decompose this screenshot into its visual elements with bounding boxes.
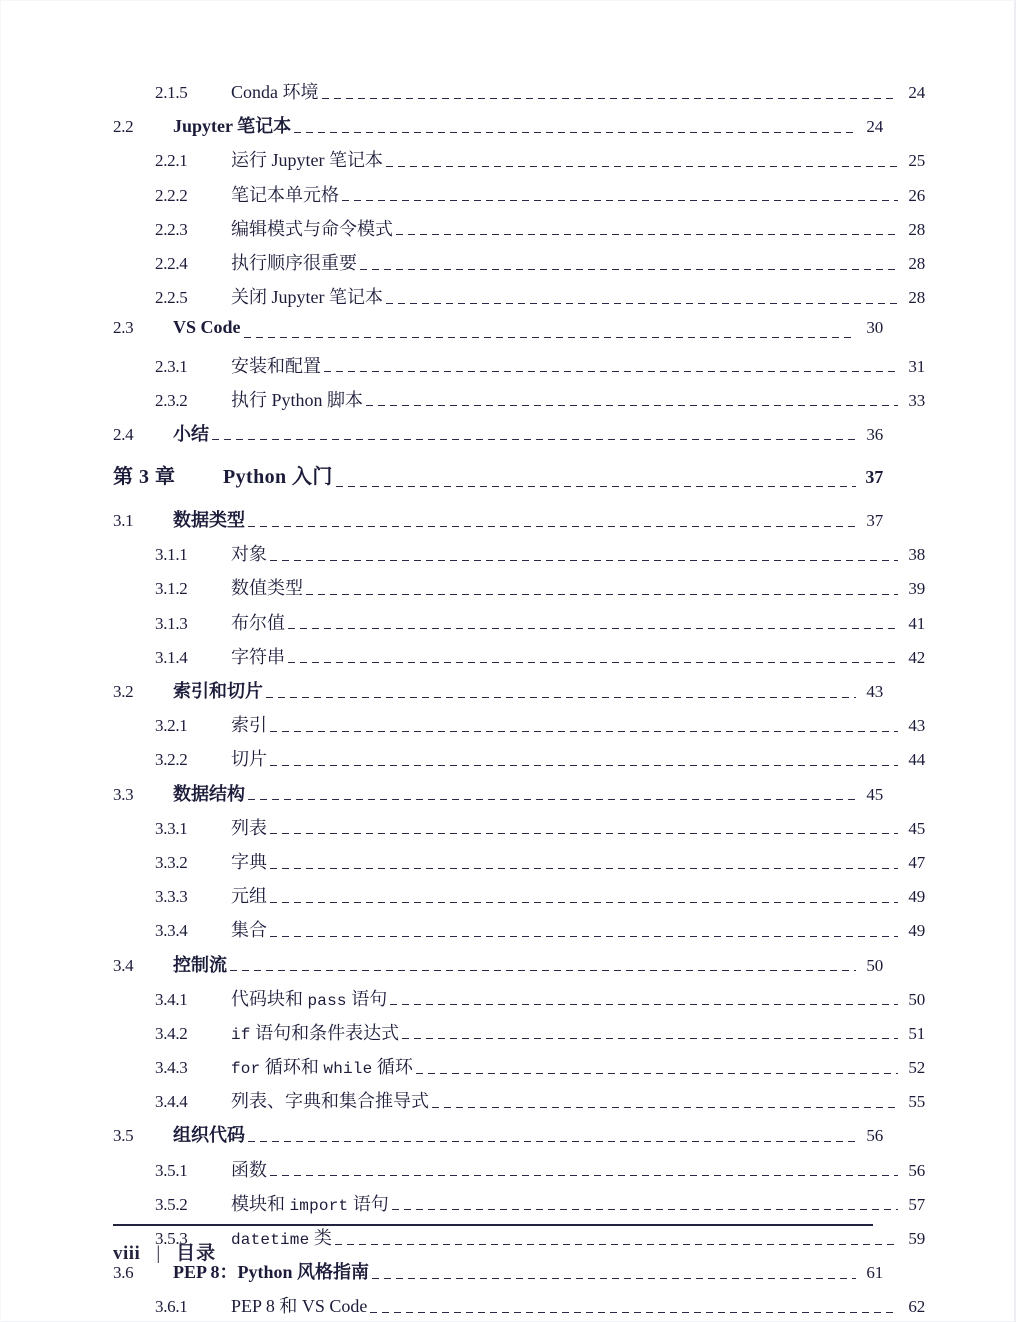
toc-entry-page-number: 24 xyxy=(866,117,883,137)
toc-entry-title: 对象 xyxy=(231,544,267,565)
toc-entry-title: if 语句和条件表达式 xyxy=(231,1022,400,1044)
toc-entry-page-number: 50 xyxy=(866,955,883,975)
toc-entry-page-number: 30 xyxy=(866,318,883,338)
toc-entry-page-number: 25 xyxy=(908,151,925,171)
toc-entry-page-number: 38 xyxy=(908,545,925,565)
toc-entry-title: Jupyter 笔记本 xyxy=(173,116,292,137)
toc-entry-page-number: 37 xyxy=(866,511,883,531)
toc-entry[interactable] xyxy=(113,1087,925,1121)
toc-entry-page-number: 44 xyxy=(908,750,925,770)
toc-leader-dots xyxy=(324,371,898,372)
toc-entry-number: 3.4.3 xyxy=(155,1058,188,1078)
toc-entry[interactable] xyxy=(113,540,925,574)
toc-leader-dots xyxy=(432,1107,898,1108)
toc-leader-dots xyxy=(306,594,898,595)
footer-section-label: 目录 xyxy=(176,1243,217,1264)
toc-entry-title: 安装和配置 xyxy=(231,355,321,376)
toc-leader-dots xyxy=(270,936,898,937)
toc-entry[interactable] xyxy=(113,1190,925,1224)
toc-entry-number: 2.3 xyxy=(113,318,134,338)
toc-entry[interactable] xyxy=(113,1053,925,1087)
toc-entry-page-number: 49 xyxy=(908,921,925,941)
code-token: while xyxy=(323,1060,373,1079)
toc-entry-number: 3.2 xyxy=(113,682,134,701)
code-token: pass xyxy=(307,991,347,1010)
toc-entry-title: 执行 Python 脚本 xyxy=(231,389,364,410)
toc-entry[interactable] xyxy=(113,317,883,351)
toc-entry-title: 执行顺序很重要 xyxy=(231,252,357,273)
toc-leader-dots xyxy=(360,269,898,270)
toc-leader-dots xyxy=(270,560,898,561)
toc-entry-number: 2.1.5 xyxy=(155,83,188,102)
toc-entry-number: 3.5.1 xyxy=(155,1160,188,1180)
toc-entry-number: 3.1.1 xyxy=(155,545,188,565)
toc-entry-number: 3.3.4 xyxy=(155,921,188,941)
toc-entry-number: 3.4.1 xyxy=(155,989,188,1009)
toc-entry-page-number: 56 xyxy=(866,1126,883,1146)
footer-folio: viii xyxy=(113,1243,141,1264)
toc-entry-number: 2.2.2 xyxy=(155,185,188,205)
toc-leader-dots xyxy=(270,1175,898,1176)
toc-entry-title: 布尔值 xyxy=(231,612,285,633)
toc-entry[interactable] xyxy=(113,1292,925,1322)
toc-entry[interactable] xyxy=(113,814,925,848)
toc-entry[interactable] xyxy=(113,1224,925,1258)
toc-entry[interactable] xyxy=(113,112,883,146)
toc-entry-page-number: 47 xyxy=(908,852,925,872)
toc-leader-dots xyxy=(390,1004,898,1005)
toc-entry-title: 切片 xyxy=(231,749,267,770)
toc-entry-page-number: 51 xyxy=(908,1023,925,1043)
toc-entry[interactable] xyxy=(113,283,925,317)
toc-entry-title: 编辑模式与命令模式 xyxy=(231,218,393,239)
toc-entry[interactable] xyxy=(113,711,925,745)
footer-separator: | xyxy=(156,1243,161,1264)
toc-leader-dots xyxy=(288,628,898,629)
toc-leader-dots xyxy=(212,439,856,440)
toc-entry-number: 2.2 xyxy=(113,117,134,137)
toc-entry-title: 集合 xyxy=(231,920,267,941)
toc-leader-dots xyxy=(270,868,898,869)
toc-leader-dots xyxy=(416,1073,898,1074)
toc-leader-dots xyxy=(270,902,898,903)
toc-entry-page-number: 45 xyxy=(866,784,883,804)
toc-entry-page-number: 43 xyxy=(908,716,925,736)
toc-entry-page-number: 42 xyxy=(908,647,925,667)
toc-entry-page-number: 24 xyxy=(908,83,925,102)
toc-entry-number: 2.2.3 xyxy=(155,219,188,239)
toc-entry[interactable] xyxy=(113,215,925,249)
toc-leader-dots xyxy=(342,200,898,201)
toc-entry[interactable] xyxy=(113,916,925,950)
toc-leader-dots xyxy=(322,98,899,99)
toc-entry-page-number: 61 xyxy=(866,1263,883,1283)
toc-entry-title: 索引和切片 xyxy=(173,681,263,701)
toc-entry-title: 代码块和 pass 语句 xyxy=(231,988,388,1010)
toc-entry[interactable] xyxy=(113,352,925,386)
toc-entry-page-number: 43 xyxy=(866,682,883,701)
toc-entry[interactable] xyxy=(113,882,925,916)
toc-leader-dots xyxy=(336,486,856,487)
toc-entry-number: 2.2.4 xyxy=(155,253,188,273)
toc-entry[interactable] xyxy=(113,1156,925,1190)
toc-entry-title: 字典 xyxy=(231,851,267,872)
toc-leader-dots xyxy=(402,1038,898,1039)
toc-entry-page-number: 49 xyxy=(908,887,925,907)
toc-entry-title: 元组 xyxy=(231,886,267,907)
toc-entry[interactable] xyxy=(113,1258,883,1292)
toc-entry-page-number: 56 xyxy=(908,1160,925,1180)
toc-leader-dots xyxy=(335,1244,898,1245)
toc-entry[interactable] xyxy=(113,951,883,985)
toc-entry-title: PEP 8：Python 风格指南 xyxy=(173,1262,370,1283)
toc-entry-title: 数值类型 xyxy=(231,578,303,599)
toc-entry-page-number: 57 xyxy=(908,1194,925,1214)
toc-entry-title: PEP 8 和 VS Code xyxy=(231,1296,368,1317)
toc-leader-dots xyxy=(266,697,856,698)
toc-entry-page-number: 39 xyxy=(908,579,925,599)
toc-entry[interactable] xyxy=(113,643,925,677)
toc-entry[interactable] xyxy=(113,1121,883,1155)
toc-entry-title: 运行 Jupyter 笔记本 xyxy=(231,150,383,171)
toc-entry-list xyxy=(113,78,925,1322)
toc-entry-number: 2.3.2 xyxy=(155,390,188,410)
toc-entry-number: 3.3.3 xyxy=(155,887,188,907)
page-footer xyxy=(113,1238,216,1265)
toc-entry-number: 3.3.2 xyxy=(155,852,188,872)
toc-leader-dots xyxy=(366,405,898,406)
toc-entry-number: 2.2.5 xyxy=(155,288,188,308)
toc-entry[interactable] xyxy=(113,460,883,506)
toc-entry-title: 笔记本单元格 xyxy=(231,184,339,205)
toc-entry-page-number: 45 xyxy=(908,818,925,838)
toc-entry-page-number: 28 xyxy=(908,288,925,308)
toc-entry-number: 3.4 xyxy=(113,955,134,975)
toc-entry[interactable] xyxy=(113,249,925,283)
toc-entry-number: 3.5 xyxy=(113,1126,134,1146)
toc-entry-page-number: 36 xyxy=(866,424,883,444)
toc-entry-title: 模块和 import 语句 xyxy=(231,1193,389,1215)
code-token: if xyxy=(231,1025,251,1044)
toc-entry-title: 组织代码 xyxy=(173,1125,245,1146)
toc-entry-title: Python 入门 xyxy=(223,466,333,489)
toc-entry-number: 3.1 xyxy=(113,511,134,531)
toc-entry-page-number: 62 xyxy=(908,1297,925,1317)
toc-entry-number: 3.1.3 xyxy=(155,613,188,633)
toc-leader-dots xyxy=(248,526,856,527)
toc-leader-dots xyxy=(372,1278,856,1279)
toc-entry-title: 关闭 Jupyter 笔记本 xyxy=(231,287,383,308)
toc-entry-title: VS Code xyxy=(173,317,241,338)
toc-entry[interactable] xyxy=(113,574,925,608)
toc-entry[interactable] xyxy=(113,181,925,215)
toc-leader-dots xyxy=(294,132,856,133)
toc-entry-number: 3.2.1 xyxy=(155,716,188,736)
toc-entry-title: 数据结构 xyxy=(173,783,245,804)
toc-entry-title: 字符串 xyxy=(231,646,285,667)
toc-leader-dots xyxy=(386,166,898,167)
toc-entry[interactable] xyxy=(113,1019,925,1053)
toc-leader-dots xyxy=(248,1141,856,1142)
toc-entry-number: 2.3.1 xyxy=(155,356,188,376)
toc-entry[interactable] xyxy=(113,506,883,540)
toc-entry[interactable] xyxy=(113,677,883,711)
toc-entry-title: 小结 xyxy=(173,423,209,444)
toc-entry-title: 函数 xyxy=(231,1159,267,1180)
toc-entry[interactable] xyxy=(113,848,925,882)
toc-entry-number: 3.5.3 xyxy=(155,1229,188,1248)
toc-entry[interactable] xyxy=(113,78,925,112)
toc-leader-dots xyxy=(230,970,856,971)
toc-entry-number: 3.3.1 xyxy=(155,818,188,838)
toc-entry-number: 3.6.1 xyxy=(155,1297,188,1317)
toc-entry-title: Conda 环境 xyxy=(231,82,319,102)
toc-entry-page-number: 55 xyxy=(908,1092,925,1112)
footer-divider xyxy=(113,1224,873,1226)
toc-leader-dots xyxy=(396,234,898,235)
toc-entry-page-number: 52 xyxy=(908,1058,925,1078)
toc-leader-dots xyxy=(248,799,856,800)
toc-entry-number: 3.4.4 xyxy=(155,1092,188,1112)
toc-entry-page-number: 28 xyxy=(908,253,925,273)
toc-entry-page-number: 31 xyxy=(908,356,925,376)
toc-entry-number: 3.1.2 xyxy=(155,579,188,599)
toc-entry-number: 2.2.1 xyxy=(155,151,188,171)
toc-entry-number: 2.4 xyxy=(113,424,134,444)
toc-leader-dots xyxy=(270,731,898,732)
toc-leader-dots xyxy=(288,662,898,663)
toc-entry-number: 第 3 章 xyxy=(113,466,176,489)
toc-entry-title: for 循环和 while 循环 xyxy=(231,1057,413,1079)
toc-entry-title: 列表 xyxy=(231,817,267,838)
toc-entry-title: 数据类型 xyxy=(173,510,245,531)
toc-entry-title: datetime 类 xyxy=(231,1228,332,1249)
toc-entry[interactable] xyxy=(113,420,883,454)
toc-entry-number: 3.1.4 xyxy=(155,647,188,667)
toc-entry-page-number: 41 xyxy=(908,613,925,633)
toc-entry-number: 3.5.2 xyxy=(155,1194,188,1214)
toc-entry[interactable] xyxy=(113,386,925,420)
toc-leader-dots xyxy=(370,1312,898,1313)
toc-entry-page-number: 33 xyxy=(908,390,925,410)
toc-entry-number: 3.6 xyxy=(113,1263,134,1283)
toc-entry-number: 3.4.2 xyxy=(155,1023,188,1043)
code-token: datetime xyxy=(231,1231,310,1249)
toc-entry-page-number: 50 xyxy=(908,989,925,1009)
code-token: for xyxy=(231,1060,261,1079)
code-token: import xyxy=(289,1196,349,1215)
toc-entry-page-number: 28 xyxy=(908,219,925,239)
toc-leader-dots xyxy=(270,833,898,834)
toc-leader-dots xyxy=(270,765,898,766)
toc-entry[interactable] xyxy=(113,780,883,814)
toc-entry[interactable] xyxy=(113,609,925,643)
toc-entry[interactable] xyxy=(113,745,925,779)
toc-leader-dots xyxy=(244,337,856,338)
toc-entry-title: 列表、字典和集合推导式 xyxy=(231,1091,429,1112)
toc-leader-dots xyxy=(392,1209,898,1210)
toc-entry-title: 控制流 xyxy=(173,954,227,975)
toc-entry[interactable] xyxy=(113,146,925,180)
toc-entry[interactable] xyxy=(113,985,925,1019)
toc-entry-title: 索引 xyxy=(231,715,267,736)
toc-entry-number: 3.3 xyxy=(113,784,134,804)
toc-entry-page-number: 26 xyxy=(908,185,925,205)
toc-entry-page-number: 37 xyxy=(865,467,883,488)
toc-entry-number: 3.2.2 xyxy=(155,750,188,770)
toc-leader-dots xyxy=(386,303,898,304)
toc-entry-page-number: 59 xyxy=(908,1229,925,1248)
